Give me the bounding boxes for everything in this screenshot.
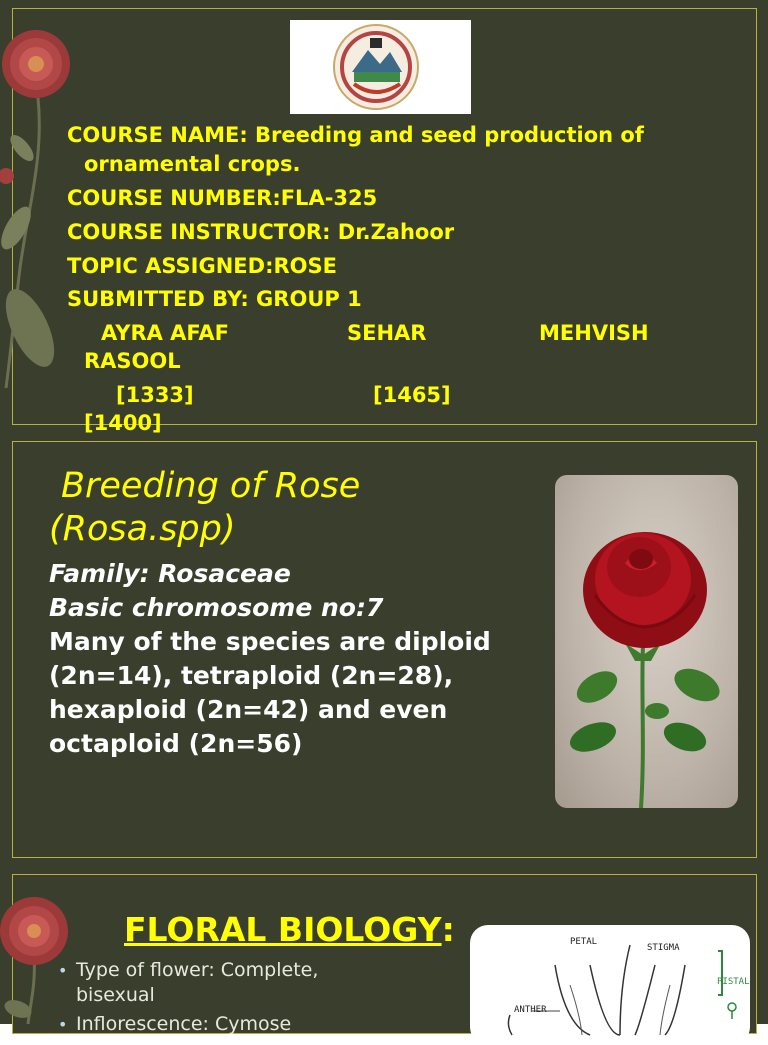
family-line: Family: Rosaceae — [49, 559, 291, 588]
chromosome-line: Basic chromosome no:7 — [49, 593, 384, 622]
rose-photo — [555, 475, 738, 808]
title-line-1: Breeding of Rose — [61, 466, 361, 506]
university-logo — [290, 20, 471, 114]
list-item: • Inflorescence: Cymose — [56, 1012, 376, 1037]
course-number: COURSE NUMBER:FLA-325 — [67, 186, 378, 210]
topic-assigned: TOPIC ASSIGNED:ROSE — [67, 254, 337, 278]
submitted-by: SUBMITTED BY: GROUP 1 — [67, 287, 362, 311]
member-name: RASOOL — [84, 349, 181, 373]
university-seal-icon — [290, 20, 471, 114]
list-item: • Type of flower: Complete, bisexual — [56, 958, 376, 1008]
course-name-line-2: ornamental crops. — [84, 152, 301, 176]
roll-number: [1465] — [373, 383, 451, 407]
diagram-label: ANTHER — [514, 1005, 547, 1015]
flower-anatomy-diagram — [470, 925, 750, 1045]
roll-number: [1333] — [116, 383, 194, 407]
family-info — [49, 557, 383, 625]
diagram-label: PETAL — [570, 937, 598, 947]
member-name: MEHVISH — [539, 321, 649, 345]
floral-bullet-list — [56, 958, 376, 1041]
diagram-label: STIGMA — [647, 943, 680, 953]
flower-diagram-icon — [470, 925, 750, 1045]
roll-number: [1400] — [84, 411, 162, 435]
member-name: SEHAR — [347, 321, 427, 345]
slide-title — [49, 465, 360, 551]
floral-title-text: FLORAL BIOLOGY — [124, 910, 442, 949]
course-name-line: COURSE NAME: Breeding and seed production of — [67, 123, 644, 147]
diagram-label: PISTAL — [717, 977, 750, 987]
course-instructor: COURSE INSTRUCTOR: Dr.Zahoor — [67, 220, 455, 244]
rose-icon — [555, 475, 738, 808]
floral-title-colon: : — [441, 910, 455, 949]
title-line-2: (Rosa.spp) — [49, 509, 236, 549]
floral-biology-title — [124, 908, 455, 952]
member-name: AYRA AFAF — [101, 321, 229, 345]
ploidy-text: Many of the species are diploid (2n=14), tetraploid (2n=28), hexaploid (2n=42) and even octaploid (2n=56) — [49, 627, 491, 758]
